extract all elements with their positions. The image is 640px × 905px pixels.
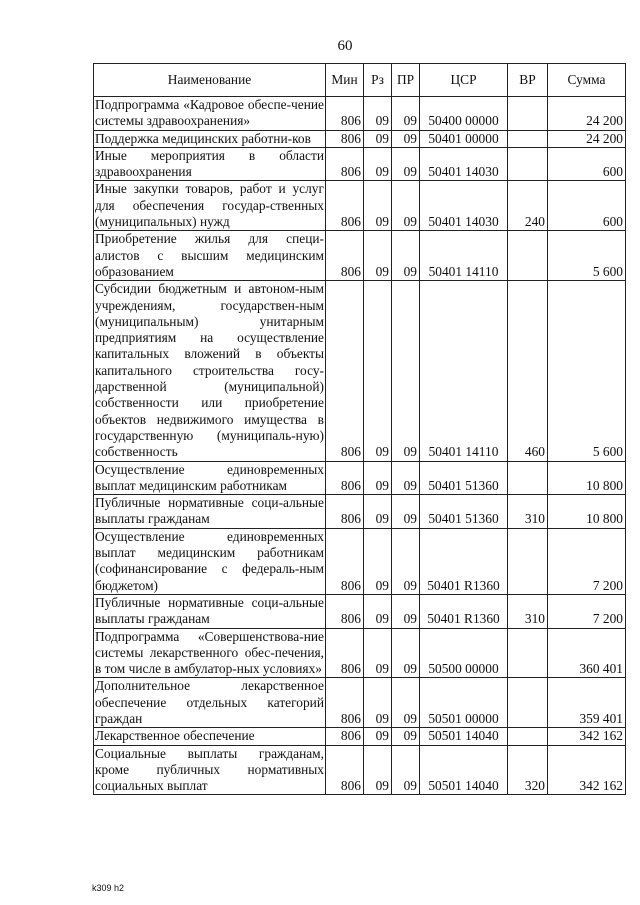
row-pr: 09 [392,678,420,728]
row-sum: 7 200 [548,528,626,594]
row-csr: 50401 14110 [420,281,508,461]
row-name: Социальные выплаты гражданам, кроме публичных нормативных социальных выплат [95,745,324,794]
row-pr: 09 [392,628,420,678]
table-row [94,678,626,728]
row-csr: 50501 00000 [420,678,508,728]
row-min: 806 [326,181,364,231]
row-name: Публичные нормативные соци-альные выплаты гражданам [95,594,324,627]
row-csr: 50401 R1360 [420,528,508,594]
row-pr: 09 [392,461,420,495]
row-min: 806 [326,594,364,628]
row-sum: 24 200 [548,130,626,147]
row-pr: 09 [392,495,420,529]
row-min: 806 [326,461,364,495]
row-rz: 09 [364,594,392,628]
row-name: Подпрограмма «Кадровое обеспе-чение системы здравоохранения» [95,97,324,129]
row-sum: 24 200 [548,97,626,131]
table-row [94,628,626,678]
header-min: Мин [326,64,364,97]
row-rz: 09 [364,181,392,231]
row-rz: 09 [364,728,392,745]
header-sum: Сумма [548,64,626,97]
row-min: 806 [326,231,364,281]
row-csr: 50401 R1360 [420,594,508,628]
row-csr: 50501 14040 [420,745,508,795]
table-row [94,745,626,795]
table-row [94,728,626,745]
row-min: 806 [326,130,364,147]
row-pr: 09 [392,528,420,594]
row-rz: 09 [364,495,392,529]
table-row [94,231,626,281]
row-name: Осуществление единовременных выплат медицинским работникам [95,461,324,493]
row-sum: 600 [548,181,626,231]
row-min: 806 [326,281,364,461]
row-min: 806 [326,147,364,181]
row-name: Подпрограмма «Совершенствова-ние системы лекарственного обес-печения, в том числе в амбулатор-ных условиях» [95,628,324,677]
row-vr [508,528,548,594]
row-vr: 460 [508,281,548,461]
row-name: Иные закупки товаров, работ и услуг для обеспечения государ-ственных (муниципальных) нужд [95,181,324,230]
table-row [94,181,626,231]
row-rz: 09 [364,147,392,181]
row-vr [508,97,548,131]
row-pr: 09 [392,281,420,461]
row-rz: 09 [364,231,392,281]
row-csr: 50500 00000 [420,628,508,678]
row-min: 806 [326,528,364,594]
row-csr: 50400 00000 [420,97,508,131]
row-min: 806 [326,495,364,529]
row-name: Дополнительное лекарственное обеспечение отдельных категорий граждан [95,678,324,726]
row-vr: 310 [508,495,548,529]
row-pr: 09 [392,594,420,628]
row-pr: 09 [392,231,420,281]
table-row [94,97,626,131]
row-vr [508,728,548,745]
row-sum: 10 800 [548,461,626,495]
row-sum: 359 401 [548,678,626,728]
row-vr [508,678,548,728]
header-pr: ПР [392,64,420,97]
row-sum: 342 162 [548,745,626,795]
row-min: 806 [326,745,364,795]
row-sum: 10 800 [548,495,626,529]
row-vr [508,461,548,495]
row-name: Субсидии бюджетным и автоном-ным учреждениям, государствен-ным (муниципальным) унитарным предприятиям на осуществление капитальных вложений в объекты капитального строительства госу-дарственной (муниципальной) собственности или приобретение объектов недвижимого имущества в государственную (муниципаль-ную) собственность [95,281,324,460]
row-rz: 09 [364,528,392,594]
table-row [94,281,626,461]
table-row [94,594,626,628]
page-number: 60 [337,38,353,54]
row-min: 806 [326,678,364,728]
row-vr [508,147,548,181]
row-vr [508,130,548,147]
row-pr: 09 [392,130,420,147]
table-row [94,130,626,147]
footer-code: k309 h2 [92,883,125,893]
row-rz: 09 [364,130,392,147]
row-csr: 50401 51360 [420,495,508,529]
row-name: Лекарственное обеспечение [94,728,326,745]
header-csr: ЦСР [420,64,508,97]
row-rz: 09 [364,461,392,495]
table-row [94,147,626,181]
row-vr [508,231,548,281]
row-csr: 50401 51360 [420,461,508,495]
row-pr: 09 [392,147,420,181]
row-name: Осуществление единовременных выплат медицинским работникам (софинансирование с федераль-ным бюджетом) [95,528,324,593]
row-csr: 50401 14030 [420,147,508,181]
row-min: 806 [326,97,364,131]
table-row [94,528,626,594]
row-name: Иные мероприятия в области здравоохранения [95,147,324,180]
row-csr: 50401 00000 [420,130,508,147]
row-pr: 09 [392,728,420,745]
row-pr: 09 [392,97,420,131]
row-pr: 09 [392,181,420,231]
row-csr: 50501 14040 [420,728,508,745]
row-rz: 09 [364,678,392,728]
row-name: Публичные нормативные соци-альные выплаты гражданам [95,495,324,527]
row-sum: 360 401 [548,628,626,678]
row-vr [508,628,548,678]
row-rz: 09 [364,745,392,795]
row-rz: 09 [364,97,392,131]
row-pr: 09 [392,745,420,795]
row-vr: 310 [508,594,548,628]
table-row [94,495,626,529]
row-name: Поддержка медицинских работни-ков [94,130,326,147]
header-name: Наименование [94,64,326,97]
table-row [94,461,626,495]
row-sum: 342 162 [548,728,626,745]
row-rz: 09 [364,281,392,461]
row-sum: 5 600 [548,281,626,461]
row-sum: 600 [548,147,626,181]
row-csr: 50401 14110 [420,231,508,281]
budget-table [93,63,626,795]
table-header-row [94,64,626,97]
row-min: 806 [326,628,364,678]
header-rz: Рз [364,64,392,97]
row-name: Приобретение жилья для специ-алистов с высшим медицинским образованием [95,231,324,279]
row-sum: 5 600 [548,231,626,281]
row-csr: 50401 14030 [420,181,508,231]
header-vr: ВР [508,64,548,97]
row-min: 806 [326,728,364,745]
row-vr: 320 [508,745,548,795]
row-sum: 7 200 [548,594,626,628]
row-vr: 240 [508,181,548,231]
row-rz: 09 [364,628,392,678]
